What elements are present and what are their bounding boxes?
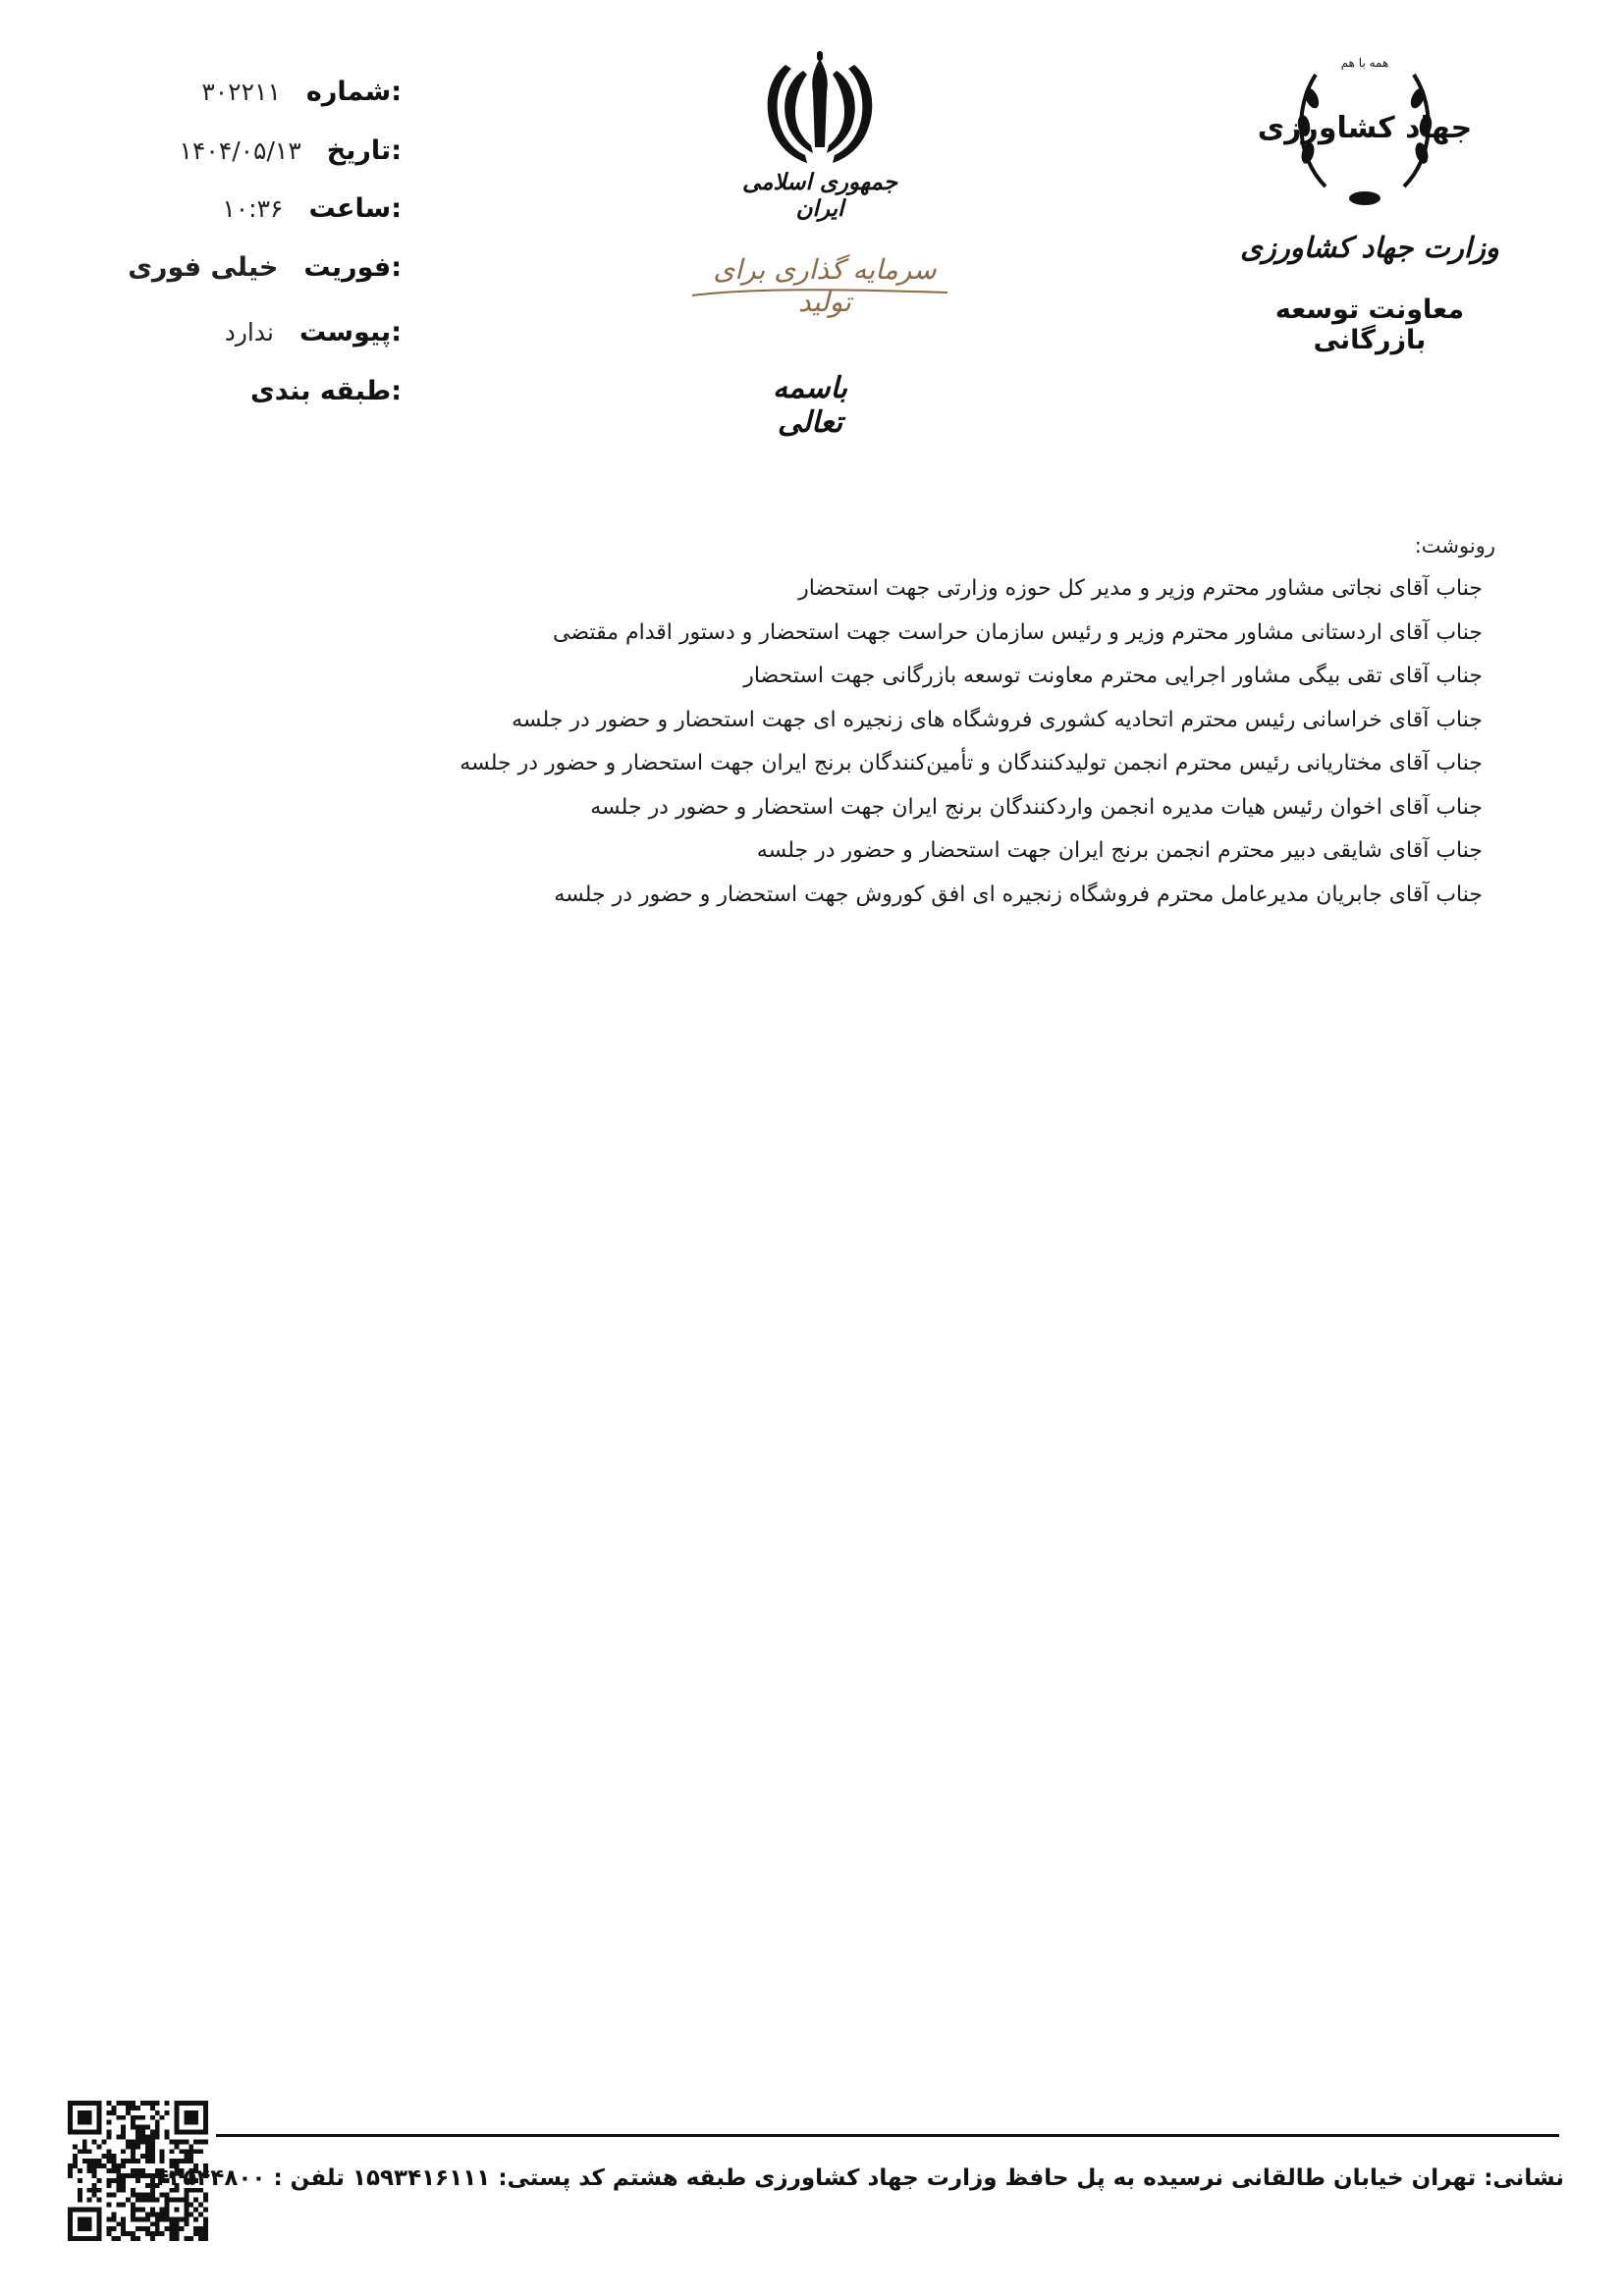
logo-top-text: همه با هم [1340,56,1389,70]
meta-priority [128,241,402,293]
slogan-swash-icon [687,287,952,298]
footer-divider [216,2134,1559,2137]
cc-item: جناب آقای خراسانی رئیس محترم اتحادیه کشوری فروشگاه های زنجیره ای جهت استحضار و حضور در جلسه [512,707,1483,732]
jihad-agriculture-logo-icon [1257,39,1473,211]
meta-label: شماره: [305,76,402,107]
cc-item: جناب آقای جابریان مدیرعامل محترم فروشگاه زنجیره ای افق کوروش جهت استحضار و حضور در جلسه [554,881,1483,907]
meta-value: ۳۰۲۲۱۱ [201,77,281,106]
cc-item: جناب آقای تقی بیگی مشاور اجرایی محترم معاونت توسعه بازرگانی جهت استحضار [743,664,1483,688]
meta-date [179,125,402,176]
cc-item: جناب آقای مختاریانی رئیس محترم انجمن تولیدکنندگان و تأمین‌کنندگان برنج ایران جهت استحضار و حضور در جلسه [460,751,1483,775]
meta-value: ۱۰:۳۶ [222,193,284,223]
cc-item: جناب آقای اردستانی مشاور محترم وزیر و رئیس سازمان حراست جهت استحضار و دستور اقدام مقتضی [553,619,1483,645]
meta-label: طبقه بندی: [250,375,402,406]
meta-classification [225,365,402,416]
meta-time [222,183,402,234]
cc-item: جناب آقای اخوان رئیس هیات مدیره انجمن واردکنندگان برنج ایران جهت استحضار و حضور در جلسه [590,794,1483,820]
iran-emblem-icon [756,51,884,169]
invocation-calligraphy: باسمه تعالی [772,371,848,440]
meta-label: پیوست: [298,316,402,347]
meta-value: ندارد [224,317,274,347]
country-name: جمهوری اسلامی ایران [742,169,897,222]
cc-item: جناب آقای نجاتی مشاور محترم وزیر و مدیر کل حوزه وزارتی جهت استحضار [798,576,1483,601]
ministry-name: وزارت جهاد کشاورزی [1240,231,1499,264]
meta-label: فوریت: [303,251,402,283]
cc-heading: رونوشت: [1414,534,1495,558]
meta-label: تاریخ: [326,134,402,166]
meta-value: ۱۴۰۴/۰۵/۱۳ [179,135,301,165]
cc-list [265,567,1483,917]
deputy-name: معاونت توسعه بازرگانی [1274,294,1465,355]
meta-value: خیلی فوری [128,251,279,283]
meta-attachment [225,306,402,357]
meta-number [201,66,402,117]
year-slogan: سرمایه گذاری برای تولید [713,253,937,318]
logo-main-text: جهاد کشاورزی [1257,111,1473,145]
cc-item: جناب آقای شایقی دبیر محترم انجمن برنج ایران جهت استحضار و حضور در جلسه [756,838,1483,863]
meta-label: ساعت: [308,192,402,224]
footer-address: نشانی: تهران خیابان طالقانی نرسیده به پل حافظ وزارت جهاد کشاورزی طبقه هشتم کد پستی: ۱۵۹۳۴۱۶۱۱۱ تلفن : ۴۳۵۴۴۸۰۰ [155,2165,1564,2191]
